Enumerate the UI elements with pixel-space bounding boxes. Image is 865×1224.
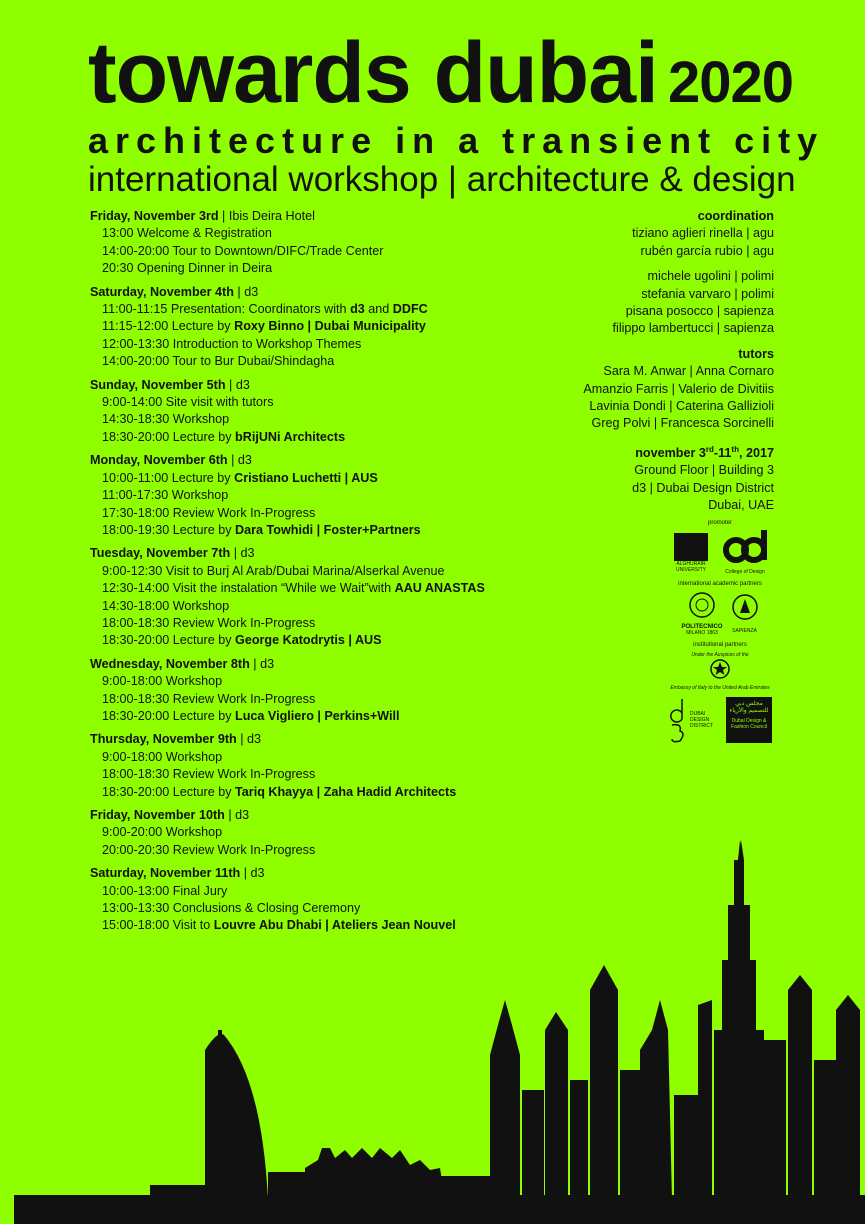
d3-mark-icon bbox=[668, 697, 688, 743]
schedule-day bbox=[90, 807, 590, 859]
schedule-event: 15:00-18:00 Visit to Louvre Abu Dhabi | Ateliers Jean Nouvel bbox=[102, 918, 456, 933]
coordinator: filippo lambertucci | sapienza bbox=[612, 321, 774, 336]
schedule-event: 10:00-11:00 Lecture by Cristiano Luchetti | AUS bbox=[102, 470, 378, 485]
academic-partners-label: international academic partners bbox=[678, 581, 762, 587]
coordinator: michele ugolini | polimi bbox=[647, 269, 774, 284]
schedule-day bbox=[90, 284, 590, 371]
coordinator: tiziano aglieri rinella | agu bbox=[632, 226, 774, 241]
schedule-day bbox=[90, 545, 590, 649]
schedule-event: 18:00-18:30 Review Work In-Progress bbox=[102, 691, 316, 706]
schedule-event: 12:30-14:00 Visit the instalation “While we Wait”with AAU ANASTAS bbox=[102, 581, 485, 596]
schedule-day bbox=[90, 208, 590, 278]
schedule-event: 11:00-17:30 Workshop bbox=[102, 488, 229, 503]
day-heading: Wednesday, November 8th | d3 bbox=[90, 656, 275, 671]
workshop-dates: november 3rd-11th, 2017 bbox=[635, 444, 774, 461]
schedule-event: 20:30 Opening Dinner in Deira bbox=[102, 261, 273, 276]
schedule-event: 9:00-14:00 Site visit with tutors bbox=[102, 395, 274, 410]
promoter-label: promoter bbox=[707, 520, 732, 526]
dubai-design-fashion-council-logo: مجلس دبي للتصميم والأزياء Dubai Design & Fashion Council bbox=[726, 697, 772, 743]
poster-title bbox=[88, 25, 793, 121]
schedule-event: 14:30-18:30 Workshop bbox=[102, 412, 230, 427]
schedule-event: 9:00-20:00 Workshop bbox=[102, 825, 223, 840]
tutors-heading: tutors bbox=[738, 346, 774, 361]
tutor-pair: Amanzio Farris | Valerio de Divitiis bbox=[583, 381, 774, 396]
venue-line: Ground Floor | Building 3 bbox=[634, 463, 774, 478]
embassy-of-italy-emblem: Under the Auspices of the Embassy of Italy to the United Arab Emirates bbox=[670, 652, 770, 691]
schedule-event: 18:30-20:00 Lecture by George Katodrytis | AUS bbox=[102, 633, 382, 648]
schedule-event: 11:15-12:00 Lecture by Roxy Binno | Dubai Municipality bbox=[102, 319, 426, 334]
poster-tagline: international workshop | architecture & design bbox=[88, 160, 796, 199]
tutor-pair: Sara M. Anwar | Anna Cornaro bbox=[603, 364, 774, 379]
schedule-event: 14:00-20:00 Tour to Bur Dubai/Shindagha bbox=[102, 354, 335, 369]
schedule-event: 13:00-13:30 Conclusions & Closing Ceremony bbox=[102, 901, 361, 916]
day-heading: Tuesday, November 7th | d3 bbox=[90, 546, 255, 561]
title-year: 2020 bbox=[667, 50, 793, 115]
schedule-event: 10:00-13:00 Final Jury bbox=[102, 883, 228, 898]
polimi-seal-icon bbox=[688, 591, 716, 619]
venue-line: Dubai, UAE bbox=[708, 498, 774, 513]
schedule-day bbox=[90, 731, 590, 801]
schedule-event: 13:00 Welcome & Registration bbox=[102, 226, 272, 241]
tutor-pair: Greg Polvi | Francesca Sorcinelli bbox=[591, 416, 774, 431]
schedule-event: 12:00-13:30 Introduction to Workshop Themes bbox=[102, 336, 362, 351]
schedule-event: 20:00-20:30 Review Work In-Progress bbox=[102, 842, 316, 857]
institutional-partners-label: institutional partners bbox=[693, 642, 747, 648]
sapienza-logo: SAPIENZA bbox=[731, 593, 759, 634]
schedule-event: 18:00-18:30 Review Work In-Progress bbox=[102, 767, 316, 782]
cod-mark-icon bbox=[722, 530, 768, 564]
schedule-event: 9:00-18:00 Workshop bbox=[102, 749, 223, 764]
day-heading: Saturday, November 11th | d3 bbox=[90, 866, 265, 881]
alghurair-university-logo: ALGHURAIR UNIVERSITY bbox=[670, 533, 712, 573]
college-of-design-logo: College of Design bbox=[720, 530, 770, 575]
schedule-day bbox=[90, 452, 590, 539]
schedule-event: 18:30-20:00 Lecture by Tariq Khayya | Zaha Hadid Architects bbox=[102, 784, 457, 799]
schedule-event: 14:30-18:00 Workshop bbox=[102, 598, 230, 613]
sapienza-seal-icon bbox=[731, 593, 759, 623]
schedule-day bbox=[90, 656, 590, 726]
schedule-event: 18:30-20:00 Lecture by Luca Vigliero | Perkins+Will bbox=[102, 708, 400, 723]
coordinator: rubén garcía rubio | agu bbox=[640, 243, 774, 258]
day-heading: Saturday, November 4th | d3 bbox=[90, 284, 259, 299]
tutor-pair: Lavinia Dondi | Caterina Gallizioli bbox=[589, 399, 774, 414]
partner-logos bbox=[660, 518, 780, 749]
workshop-schedule bbox=[90, 208, 590, 941]
venue-line: d3 | Dubai Design District bbox=[632, 480, 774, 495]
day-heading: Friday, November 3rd | Ibis Deira Hotel bbox=[90, 209, 315, 223]
schedule-event: 18:30-20:00 Lecture by bRijUNi Architects bbox=[102, 429, 346, 444]
schedule-event: 11:00-11:15 Presentation: Coordinators with d3 and DDFC bbox=[102, 302, 428, 317]
day-heading: Friday, November 10th | d3 bbox=[90, 808, 250, 822]
schedule-event: 17:30-18:00 Review Work In-Progress bbox=[102, 505, 316, 520]
schedule-day bbox=[90, 377, 590, 447]
italian-emblem-icon bbox=[709, 658, 731, 680]
schedule-event: 9:00-18:00 Workshop bbox=[102, 674, 223, 689]
coordinator: stefania varvaro | polimi bbox=[641, 286, 774, 301]
poster-subtitle: architecture in a transient city bbox=[88, 120, 825, 161]
schedule-event: 18:00-19:30 Lecture by Dara Towhidi | Foster+Partners bbox=[102, 522, 421, 537]
schedule-event: 14:00-20:00 Tour to Downtown/DIFC/Trade Center bbox=[102, 243, 384, 258]
day-heading: Sunday, November 5th | d3 bbox=[90, 377, 250, 392]
day-heading: Thursday, November 9th | d3 bbox=[90, 732, 262, 747]
dubai-design-district-logo: DUBAI DESIGN DISTRICT bbox=[668, 697, 718, 743]
coordination-heading: coordination bbox=[697, 209, 774, 223]
schedule-event: 18:00-18:30 Review Work In-Progress bbox=[102, 615, 316, 630]
politecnico-milano-logo: POLITECNICO MILANO 1863 bbox=[681, 591, 722, 636]
day-heading: Monday, November 6th | d3 bbox=[90, 453, 252, 468]
title-main: towards dubai bbox=[88, 25, 658, 121]
schedule-day bbox=[90, 865, 590, 935]
credits-panel bbox=[583, 208, 774, 515]
schedule-event: 9:00-12:30 Visit to Burj Al Arab/Dubai Marina/Alserkal Avenue bbox=[102, 563, 445, 578]
coordinator: pisana posocco | sapienza bbox=[625, 304, 774, 319]
